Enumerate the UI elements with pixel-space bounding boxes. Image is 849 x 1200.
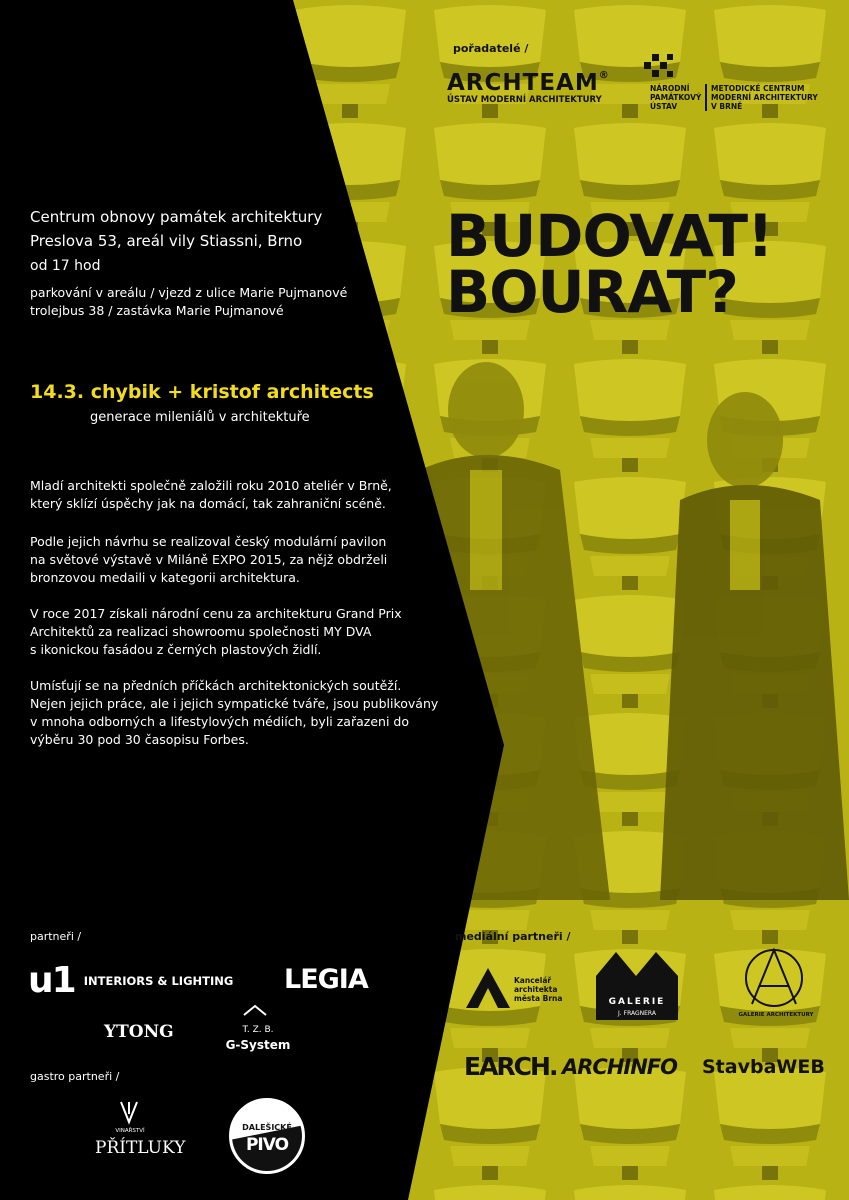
p1-line: Mladí architekti společně založili roku 2010 ateliér v Brně, [30,478,392,493]
p4-line: v mnoha odborných a lifestylových médiích, byli zařazeni do [30,714,409,729]
pivo-line2: PIVO [245,1135,289,1155]
mc-line1: METODICKÉ CENTRUM [711,84,805,93]
description-p3 [30,605,460,659]
p3-line: s ikonickou fasádou z černých plastových židlí. [30,642,322,657]
archteam-subtitle: ÚSTAV MODERNÍ ARCHITEKTURY [447,95,602,105]
partners-label: partneři / [30,930,82,943]
npu-line2: PAMÁTKOVÝ [650,93,702,102]
description-p4 [30,677,460,749]
venue-line2: Preslova 53, areál vily Stiassni, Brno [30,232,303,250]
npu-line3: ÚSTAV [650,102,678,111]
fragnera-text: J. FRAGNERA [618,1010,656,1017]
pritluky-logo: PŘÍTLUKY [95,1138,186,1158]
event-speaker: chybik + kristof architects [90,381,374,403]
p4-line: výběru 30 pod 30 časopisu Forbes. [30,732,249,747]
venue-line1: Centrum obnovy památek architektury [30,208,323,226]
kancelar-line3: města Brna [514,994,563,1003]
headline-line1: BUDOVAT! [446,202,773,270]
galerie-architektury-logo-icon [742,946,806,1010]
npu-text [650,84,701,111]
event-date: 14.3. [30,381,85,403]
tzb-line1: T. Z. B. [242,1025,274,1035]
npu-line1: NÁRODNÍ [650,84,690,93]
p3-line: V roce 2017 získali národní cenu za architekturu Grand Prix [30,606,402,621]
tzb-roof-icon [242,1004,268,1016]
venue-transport: trolejbus 38 / zastávka Marie Pujmanové [30,303,284,318]
metodicke-centrum-text [711,84,818,111]
pivo-line1: DALEŠICKÉ [242,1123,292,1132]
p1-line: který sklízí úspěchy jak na domácí, tak zahraniční scéně. [30,496,386,511]
u1-logo [28,960,233,1001]
npu-logo-icon [644,54,674,80]
u1-text: INTERIORS & LIGHTING [83,973,234,988]
mc-line2: MODERNÍ ARCHITEKTURY [711,93,818,102]
stavbaweb-logo: StavbaWEB [702,1056,825,1078]
p4-line: Nejen jejich práce, ale i jejich sympatické tváře, jsou publikovány [30,696,439,711]
p2-line: bronzovou medaili v kategorii architektura. [30,570,300,585]
archinfo-logo: ARCHINFO [562,1055,677,1079]
pritluky-small: VINAŘSTVÍ [115,1128,145,1134]
kancelar-line2: architekta [514,985,558,994]
npu-divider [705,84,707,111]
u1-mark: u1 [28,960,75,1001]
venue-time: od 17 hod [30,258,101,274]
earch-logo: EARCH. [464,1052,557,1081]
headline-line2: BOURAT? [446,258,738,326]
ytong-logo: YTONG [104,1022,174,1042]
archteam-reg: ® [598,70,609,81]
archteam-name: ARCHTEAM [447,70,599,96]
p4-line: Umísťují se na předních příčkách architektonických soutěží. [30,678,402,693]
event-title [30,381,374,403]
pritluky-emblem-icon [118,1100,140,1126]
tzb-line2: G-System [225,1038,291,1052]
legia-logo: LEGIA [284,964,368,995]
description-p2 [30,533,460,587]
galerie-text: GALERIE [608,997,666,1007]
archteam-logo [447,70,609,105]
gastro-label: gastro partneři / [30,1070,120,1083]
description-p1 [30,477,460,513]
p3-line: Architektů za realizaci showroomu společnosti MY DVA [30,624,372,639]
p2-line: Podle jejich návrhu se realizoval český modulární pavilon [30,534,387,549]
media-label: mediální partneři / [455,930,571,943]
venue-parking: parkování v areálu / vjezd z ulice Marie Pujmanové [30,285,348,300]
dalesicke-pivo-logo [229,1098,305,1174]
organizers-label: pořadatelé / [453,42,529,55]
event-subtitle: generace mileniálů v architektuře [90,410,310,425]
kancelar-line1: Kancelář [514,976,552,985]
p2-line: na světové výstavě v Miláně EXPO 2015, za nějž obdrželi [30,552,388,567]
kancelar-text [514,976,562,1003]
galerie-architektury-text: GALERIE ARCHITEKTURY [738,1012,814,1018]
mc-line3: V BRNĚ [711,102,743,111]
kancelar-logo-icon [466,968,510,1008]
headline [446,202,773,326]
